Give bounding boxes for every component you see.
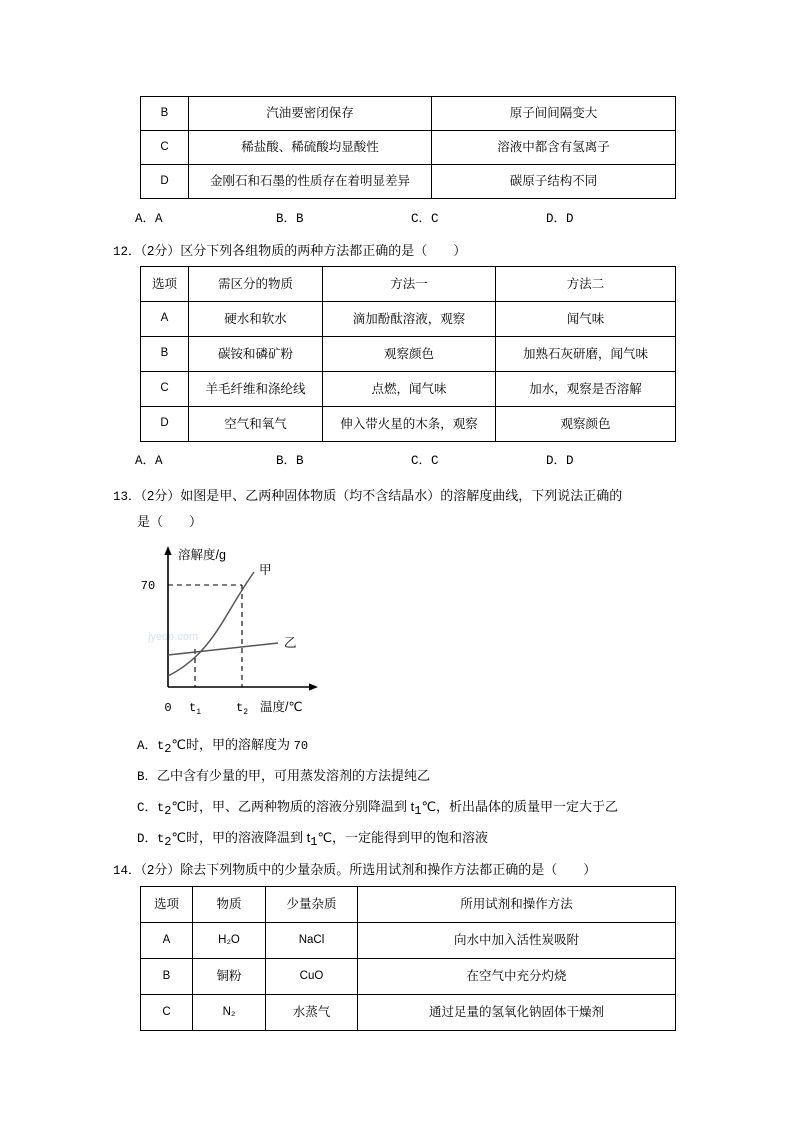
row-impurity: 水蒸气 xyxy=(266,995,358,1031)
column-header-method-1: 方法一 xyxy=(323,267,496,302)
solubility-curve-chart xyxy=(138,537,388,722)
watermark-text: jyeoo.com xyxy=(148,631,199,643)
choice-c[interactable]: C．C xyxy=(411,212,439,226)
y-axis-arrowhead xyxy=(164,546,171,555)
row-method-1: 伸入带火星的木条，观察 xyxy=(323,407,496,442)
table-header-row xyxy=(141,887,676,923)
question-12-text: 区分下列各组物质的两种方法都正确的是（ ） xyxy=(180,243,467,258)
row-substances: 羊毛纤维和涤纶线 xyxy=(189,372,323,407)
row-option-letter: D xyxy=(141,407,189,442)
option-d-letter: D． xyxy=(137,832,158,846)
option-c-subscript: 2 xyxy=(164,804,172,818)
question-13-option-d[interactable] xyxy=(137,828,488,849)
row-substances: 硬水和软水 xyxy=(189,302,323,337)
question-11-table xyxy=(140,96,676,199)
series-line-jia xyxy=(168,572,254,676)
option-d-text: ℃时，甲的溶液降温到 t xyxy=(171,830,311,845)
option-c-variable: t xyxy=(157,801,165,815)
table-row xyxy=(141,923,676,959)
column-header-method: 所用试剂和操作方法 xyxy=(358,887,676,923)
row-method-1: 点燃，闻气味 xyxy=(323,372,496,407)
row-method-2: 观察颜色 xyxy=(496,407,676,442)
row-explanation: 碳原子结构不同 xyxy=(432,165,676,199)
column-header-impurity: 少量杂质 xyxy=(266,887,358,923)
question-12-table xyxy=(140,266,676,442)
question-12-choices xyxy=(0,450,794,470)
row-method: 通过足量的氢氧化钠固体干燥剂 xyxy=(358,995,676,1031)
x-tick-label-t2: $t_2$ xyxy=(235,701,249,717)
choice-c[interactable]: C．C xyxy=(411,454,439,468)
table-row xyxy=(141,97,676,131)
question-12-number: 12 xyxy=(113,245,129,259)
row-method-2: 加水，观察是否溶解 xyxy=(496,372,676,407)
option-c-tail: ℃，析出晶体的质量甲一定大于乙 xyxy=(421,799,619,814)
row-option-letter: D xyxy=(141,165,189,199)
row-substance: 铜粉 xyxy=(193,959,266,995)
question-13-stem-line-2: 是（ ） xyxy=(137,514,203,529)
row-substances: 碳铵和磷矿粉 xyxy=(189,337,323,372)
question-12-dot: ． xyxy=(128,245,141,259)
y-tick-label-70: 70 xyxy=(140,579,156,593)
column-header-method-2: 方法二 xyxy=(496,267,676,302)
option-c-text: ℃时，甲、乙两种物质的溶液分别降温到 t xyxy=(171,799,415,814)
choice-d[interactable]: D．D xyxy=(546,454,574,468)
column-header-substances: 需区分的物质 xyxy=(189,267,323,302)
series-label-yi: 乙 xyxy=(284,636,297,650)
table-row xyxy=(141,131,676,165)
question-13-option-a[interactable] xyxy=(137,735,308,756)
question-13-option-c[interactable] xyxy=(137,797,618,818)
question-14-stem xyxy=(113,857,596,884)
question-12-score: （2分） xyxy=(140,243,181,258)
table-row xyxy=(141,372,676,407)
row-method: 向水中加入活性炭吸附 xyxy=(358,923,676,959)
option-c-letter: C． xyxy=(137,801,158,815)
choice-a[interactable]: A．A xyxy=(135,212,163,226)
option-c-value-subscript: 1 xyxy=(414,804,422,818)
row-explanation: 溶液中都含有氢离子 xyxy=(432,131,676,165)
option-d-subscript: 2 xyxy=(164,835,172,849)
option-b-letter: B． xyxy=(137,770,158,784)
choice-a[interactable]: A．A xyxy=(135,454,163,468)
option-a-text: ℃时，甲的溶解度为 xyxy=(171,737,294,752)
x-tick-label-0: 0 xyxy=(164,701,172,715)
choice-b[interactable]: B．B xyxy=(276,212,304,226)
question-14-score: （2分） xyxy=(140,862,181,877)
question-13-number: 13 xyxy=(113,490,129,504)
series-label-jia: 甲 xyxy=(259,563,272,577)
y-axis-title: 溶解度/g xyxy=(178,548,226,562)
row-method-1: 滴加酚酞溶液，观察 xyxy=(323,302,496,337)
column-header-option: 选项 xyxy=(141,887,193,923)
option-d-value-subscript: 1 xyxy=(310,835,318,849)
row-method-2: 闻气味 xyxy=(496,302,676,337)
row-option-letter: A xyxy=(141,923,193,959)
table-row xyxy=(141,407,676,442)
question-14-table xyxy=(140,886,676,1031)
table-header-row xyxy=(141,267,676,302)
row-method: 在空气中充分灼烧 xyxy=(358,959,676,995)
question-14-dot: ． xyxy=(128,864,141,878)
question-13-stem xyxy=(113,483,622,510)
table-row xyxy=(141,165,676,199)
option-a-value: 70 xyxy=(293,739,309,753)
table-row xyxy=(141,337,676,372)
question-12-stem xyxy=(113,238,466,265)
choice-d[interactable]: D．D xyxy=(546,212,574,226)
question-14-text: 除去下列物质中的少量杂质。所选用试剂和操作方法都正确的是（ ） xyxy=(180,862,597,877)
row-substance: N₂ xyxy=(193,995,266,1031)
row-option-letter: C xyxy=(141,995,193,1031)
question-13-dot: ． xyxy=(128,490,141,504)
option-a-letter: A． xyxy=(137,739,158,753)
row-option-letter: C xyxy=(141,372,189,407)
row-option-letter: B xyxy=(141,959,193,995)
x-axis-arrowhead xyxy=(309,683,318,690)
table-row xyxy=(141,995,676,1031)
row-method-1: 观察颜色 xyxy=(323,337,496,372)
choice-b[interactable]: B．B xyxy=(276,454,304,468)
row-option-letter: B xyxy=(141,97,189,131)
x-axis-title: 温度/℃ xyxy=(260,700,303,714)
row-method-2: 加熟石灰研磨，闻气味 xyxy=(496,337,676,372)
question-14-number: 14 xyxy=(113,864,129,878)
question-13-score: （2分） xyxy=(140,488,181,503)
row-impurity: CuO xyxy=(266,959,358,995)
row-substances: 空气和氧气 xyxy=(189,407,323,442)
row-option-letter: A xyxy=(141,302,189,337)
row-impurity: NaCl xyxy=(266,923,358,959)
series-line-yi xyxy=(168,643,278,655)
option-a-variable: t xyxy=(157,739,165,753)
row-fact: 金刚石和石墨的性质存在着明显差异 xyxy=(189,165,432,199)
row-fact: 稀盐酸、稀硫酸均显酸性 xyxy=(189,131,432,165)
column-header-substance: 物质 xyxy=(193,887,266,923)
row-fact: 汽油要密闭保存 xyxy=(189,97,432,131)
question-13-option-b[interactable] xyxy=(137,766,430,787)
question-11-choices xyxy=(0,208,794,228)
table-row xyxy=(141,959,676,995)
table-row xyxy=(141,302,676,337)
question-13-text-line-1: 如图是甲、乙两种固体物质（均不含结晶水）的溶解度曲线，下列说法正确的 xyxy=(180,488,623,503)
option-a-subscript: 2 xyxy=(164,742,172,756)
option-d-tail: ℃，一定能得到甲的饱和溶液 xyxy=(317,830,489,845)
row-option-letter: C xyxy=(141,131,189,165)
row-substance: H₂O xyxy=(193,923,266,959)
row-option-letter: B xyxy=(141,337,189,372)
x-tick-label-t1: $t_1$ xyxy=(188,701,202,717)
option-d-variable: t xyxy=(157,832,165,846)
option-b-text: 乙中含有少量的甲，可用蒸发溶剂的方法提纯乙 xyxy=(157,768,431,783)
column-header-option: 选项 xyxy=(141,267,189,302)
row-explanation: 原子间间隔变大 xyxy=(432,97,676,131)
chart-svg xyxy=(138,537,388,722)
